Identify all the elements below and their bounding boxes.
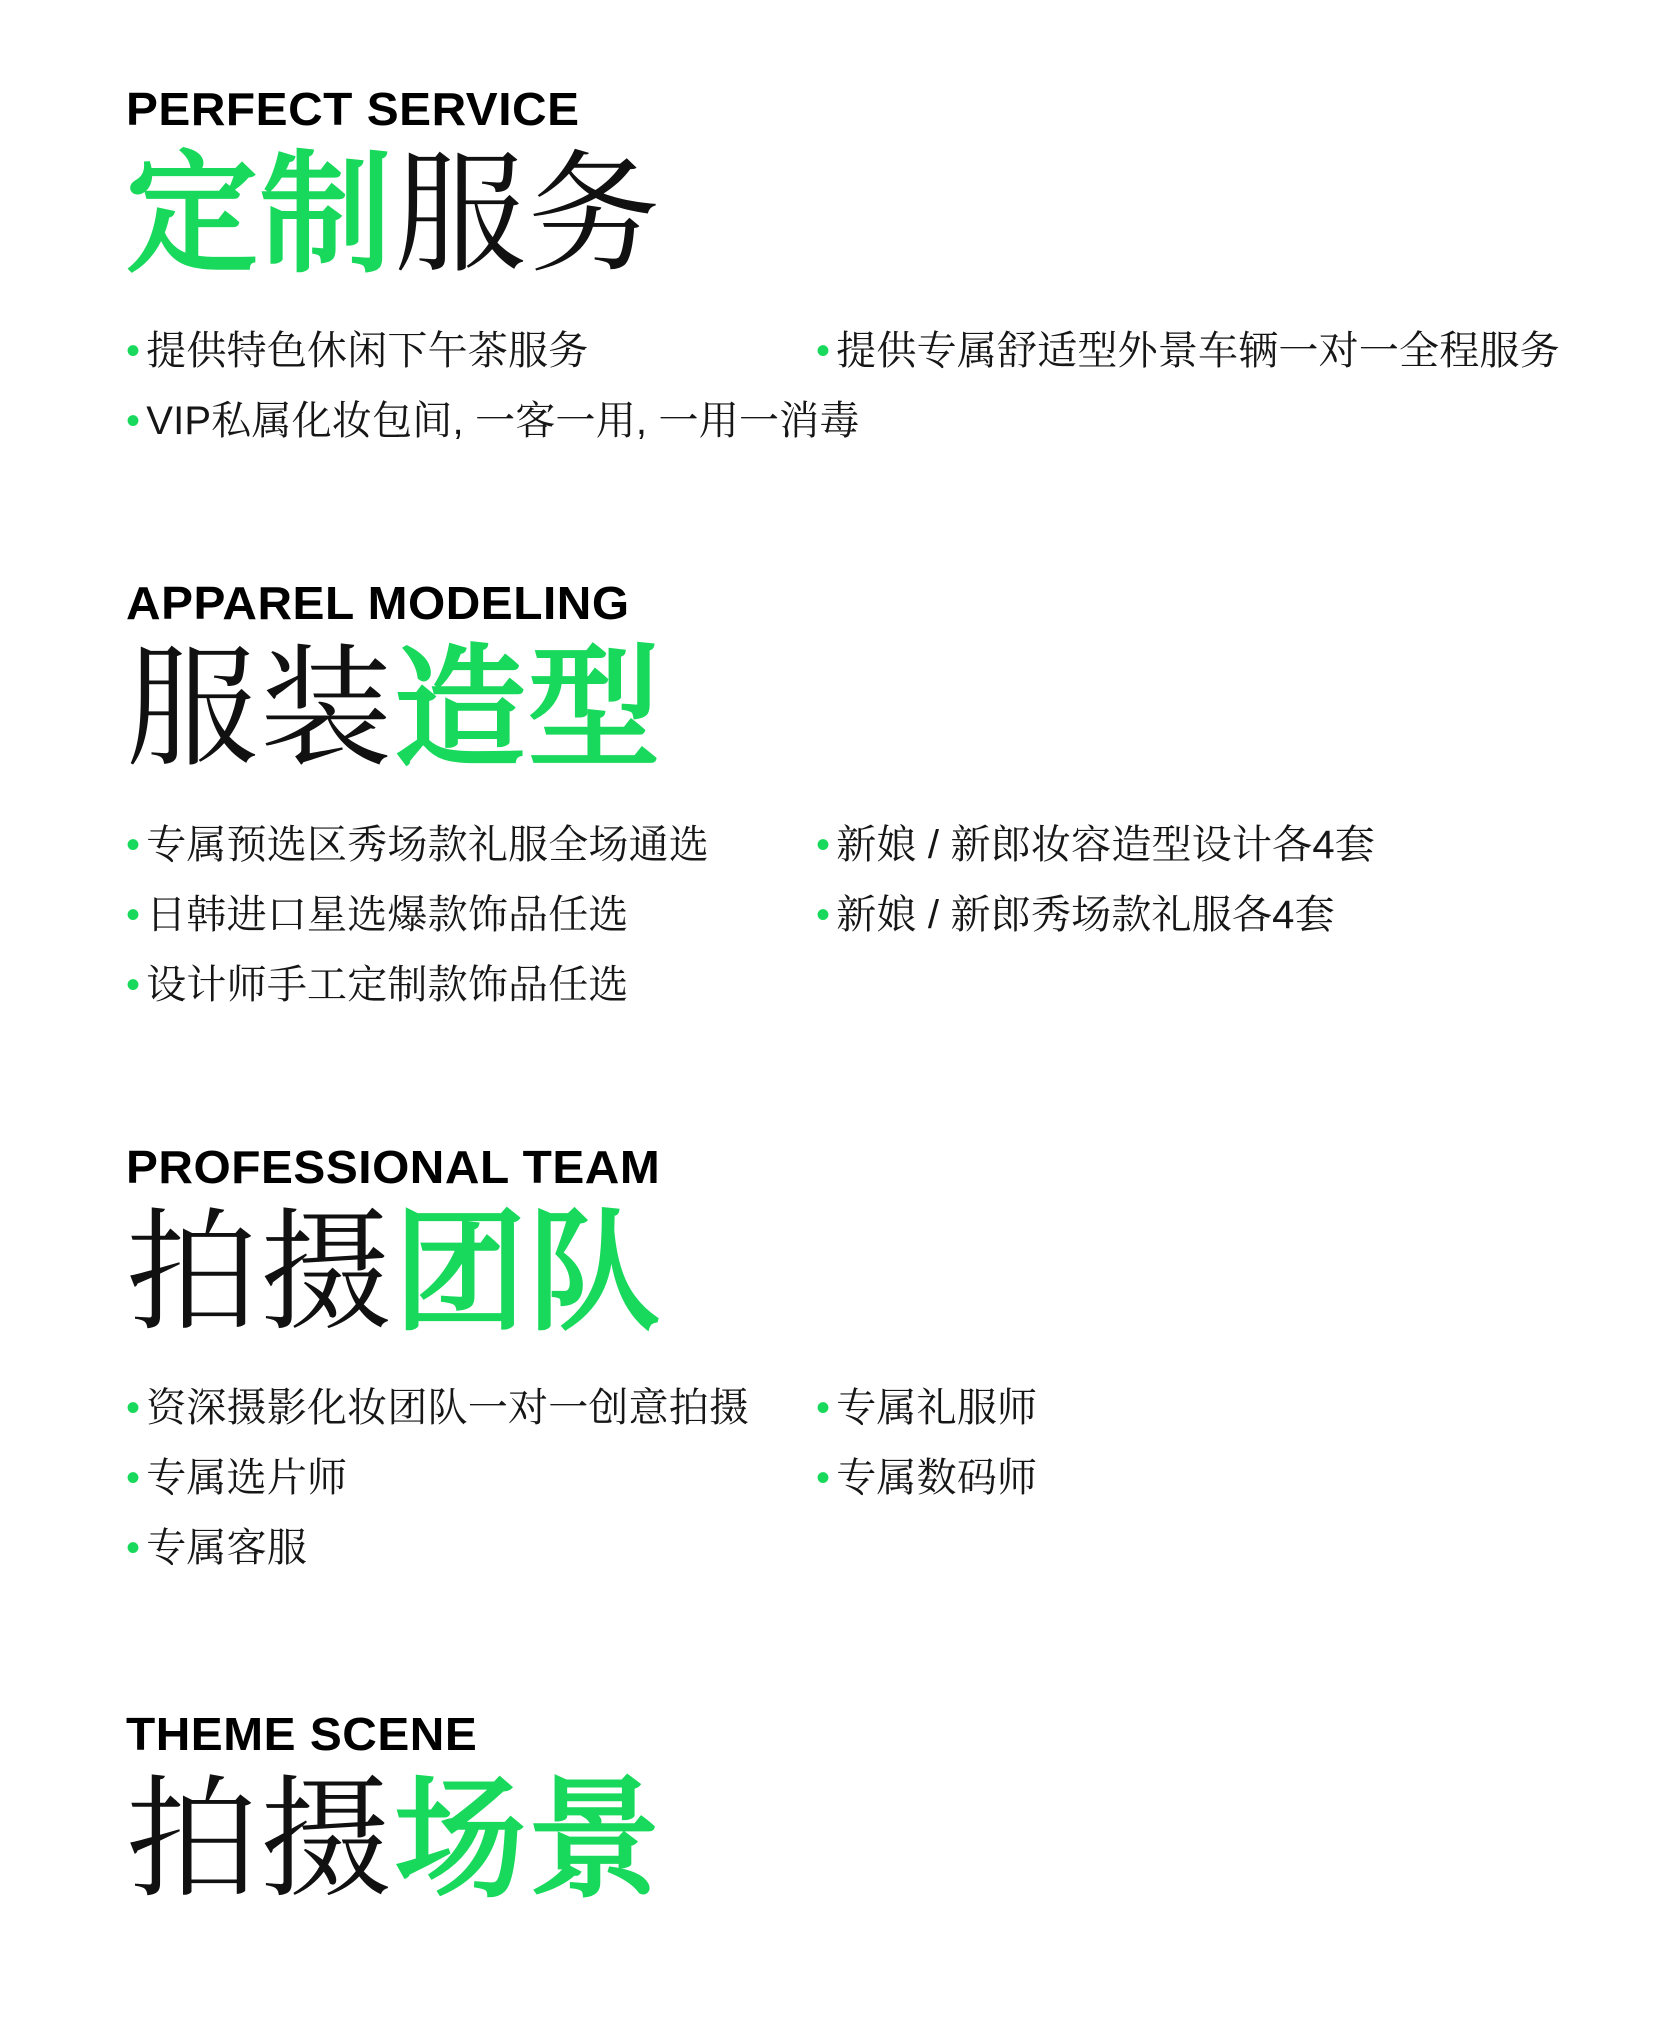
section-apparel-modeling <box>0 456 1660 1020</box>
section-title-light: 服装 <box>126 631 394 786</box>
list-item <box>816 316 1600 386</box>
section-perfect-service <box>0 0 1660 456</box>
section-title <box>126 1196 1600 1352</box>
list-item <box>126 1513 806 1583</box>
section-title <box>126 632 1600 788</box>
section-bullets <box>126 1373 1600 1583</box>
list-item-label: 专属数码师 <box>836 1456 1038 1501</box>
bullet-dot-icon: • <box>126 962 141 1007</box>
section-title-accent: 造型 <box>394 631 662 786</box>
bullet-dot-icon: • <box>816 892 831 937</box>
list-item <box>126 810 806 880</box>
bullet-dot-icon: • <box>126 1526 141 1571</box>
section-title <box>126 1763 1600 1919</box>
list-item-label: 资深摄影化妆团队一对一创意拍摄 <box>146 1386 750 1431</box>
bullet-dot-icon: • <box>126 892 141 937</box>
section-title-accent: 团队 <box>394 1195 662 1350</box>
list-item <box>126 950 806 1020</box>
list-item <box>816 1443 1600 1513</box>
list-item-label: VIP私属化妆包间, 一客一用, 一用一消毒 <box>146 398 860 443</box>
bullet-dot-icon: • <box>126 822 141 867</box>
section-title-accent: 定制 <box>126 138 394 292</box>
list-item <box>816 1373 1600 1443</box>
list-item <box>126 1373 806 1443</box>
bullet-dot-icon: • <box>816 1456 831 1501</box>
section-professional-team <box>0 1020 1660 1584</box>
section-bullets <box>126 316 1600 456</box>
list-item <box>816 810 1600 880</box>
bullet-dot-icon: • <box>126 1456 141 1501</box>
section-title-light: 拍摄 <box>126 1195 394 1350</box>
list-item-label: 专属选片师 <box>146 1456 348 1501</box>
list-item-label: 新娘 / 新郎妆容造型设计各4套 <box>836 822 1376 867</box>
list-item-label: 设计师手工定制款饰品任选 <box>146 962 629 1007</box>
list-item-label: 专属预选区秀场款礼服全场通选 <box>146 822 710 867</box>
list-item-label: 日韩进口星选爆款饰品任选 <box>146 892 629 937</box>
list-item <box>126 316 806 386</box>
list-item-label: 专属礼服师 <box>836 1386 1038 1431</box>
list-item-label: 提供特色休闲下午茶服务 <box>146 328 589 373</box>
section-eyebrow: APPAREL MODELING <box>126 576 630 629</box>
list-item-label: 专属客服 <box>146 1526 308 1571</box>
section-theme-scene <box>0 1583 1660 1919</box>
section-title-light: 服务 <box>394 138 662 292</box>
list-item-label: 提供专属舒适型外景车辆一对一全程服务 <box>836 328 1560 373</box>
section-title-accent: 场景 <box>394 1763 662 1918</box>
section-title <box>126 138 1600 294</box>
list-item-label: 新娘 / 新郎秀场款礼服各4套 <box>836 892 1335 937</box>
list-item <box>126 880 806 950</box>
bullet-dot-icon: • <box>126 398 141 443</box>
list-item <box>126 386 860 456</box>
bullet-dot-icon: • <box>816 328 831 373</box>
bullet-dot-icon: • <box>816 822 831 867</box>
section-bullets <box>126 810 1600 1020</box>
section-eyebrow: THEME SCENE <box>126 1708 478 1761</box>
list-item <box>126 1443 806 1513</box>
section-eyebrow: PERFECT SERVICE <box>126 83 580 135</box>
section-title-light: 拍摄 <box>126 1763 394 1918</box>
bullet-dot-icon: • <box>126 1386 141 1431</box>
bullet-dot-icon: • <box>816 1386 831 1431</box>
bullet-dot-icon: • <box>126 328 141 373</box>
list-item <box>816 880 1600 950</box>
section-eyebrow: PROFESSIONAL TEAM <box>126 1140 661 1193</box>
